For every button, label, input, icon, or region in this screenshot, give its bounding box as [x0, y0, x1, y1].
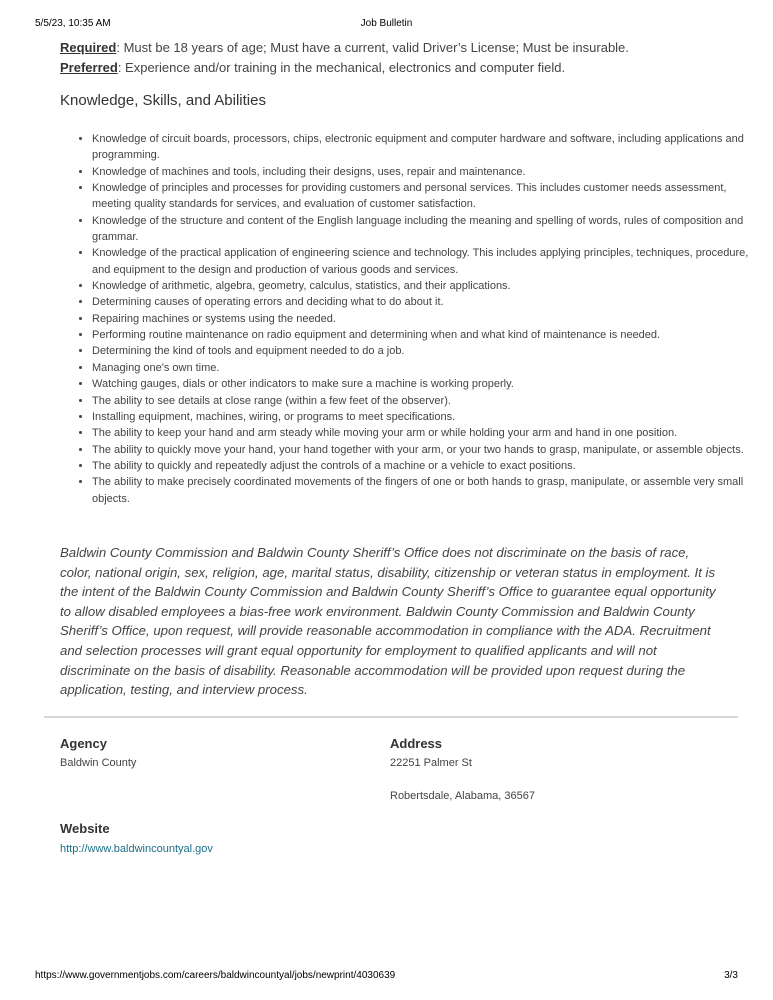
required-label: Required [60, 40, 117, 55]
list-item: • The ability to quickly and repeatedly adjust the controls of a machine or a vehicle to exact positions. [92, 458, 752, 474]
required-text: Must be 18 years of age; Must have a current, valid Driver’s License; Must be insurable. [119, 40, 629, 55]
website-link[interactable]: http://www.baldwincountyal.gov [60, 843, 213, 855]
list-item: • Determining the kind of tools and equipment needed to do a job. [92, 343, 752, 359]
preferred-label: Preferred [60, 60, 118, 75]
list-item: • The ability to quickly move your hand, your hand together with your arm, or your two hands to grasp, manipulate, or assemble objects. [92, 442, 752, 458]
section-divider [44, 716, 738, 718]
list-item: • Installing equipment, machines, wiring, or programs to meet specifications. [92, 409, 752, 425]
print-datetime: 5/5/23, 10:35 AM [35, 18, 111, 29]
preferred-line: Preferred: Experience and/or training in the mechanical, electronics and computer field. [60, 60, 566, 75]
ksa-heading: Knowledge, Skills, and Abilities [60, 92, 266, 109]
print-url: https://www.governmentjobs.com/careers/baldwincountyal/jobs/newprint/4030639 [35, 970, 396, 981]
list-item: • Performing routine maintenance on radio equipment and determining when and what kind of maintenance is needed. [92, 327, 752, 343]
address-line-1: 22251 Palmer St [390, 757, 472, 769]
website-label: Website [60, 821, 110, 836]
list-item: • Knowledge of the practical application of engineering science and technology. This includes applying principles, techniques, procedure, and equipment to the design and production of various goods and services. [92, 245, 752, 278]
required-line: Required: Must be 18 years of age; Must have a current, valid Driver’s License; Must be insurable. [60, 40, 629, 55]
agency-value: Baldwin County [60, 757, 137, 769]
list-item: • Knowledge of machines and tools, including their designs, uses, repair and maintenance. [92, 164, 752, 180]
list-item: • Watching gauges, dials or other indicators to make sure a machine is working properly. [92, 376, 752, 392]
list-item: • Knowledge of principles and processes for providing customers and personal services. This includes customer needs assessment, meeting quality standards for services, and evaluation of customer satisfaction. [92, 180, 752, 213]
list-item: • Repairing machines or systems using the needed. [92, 311, 752, 327]
list-item: • Managing one's own time. [92, 360, 752, 376]
page-number: 3/3 [724, 970, 738, 981]
address-line-2: Robertsdale, Alabama, 36567 [390, 790, 535, 802]
address-label: Address [390, 736, 443, 751]
list-item: • Knowledge of circuit boards, processors, chips, electronic equipment and computer hardware and software, including applications and programming. [92, 131, 752, 164]
list-item: • The ability to keep your hand and arm steady while moving your arm or while holding your arm and hand in one position. [92, 425, 752, 441]
list-item: • Knowledge of the structure and content of the English language including the meaning and spelling of words, rules of composition and grammar. [92, 213, 752, 246]
list-item: • Determining causes of operating errors and deciding what to do about it. [92, 294, 752, 310]
print-title: Job Bulletin [360, 18, 413, 29]
preferred-text: Experience and/or training in the mechanical, electronics and computer field. [121, 60, 566, 75]
requirements-section [60, 38, 733, 78]
eeo-statement: Baldwin County Commission and Baldwin County Sheriff’s Office does not discriminate on the basis of race, color, national origin, sex, religion, age, marital status, disability, citizenship or veteran status in employment. It is the intent of the Baldwin County Commission and Baldwin County Sheriff’s Office to guarantee equal opportunity to allow disabled employees a bias-free work environment. Baldwin County Commission and Baldwin County Sheriff’s Office, upon request, will provide reasonable accommodation in compliance with the ADA. Recruitment and selection processes will grant equal opportunity for employment to qualified applicants and will not discriminate on the basis of disability. Reasonable accommodation will be provided upon request during the application, testing, and interview process. [60, 545, 716, 698]
agency-label: Agency [60, 736, 107, 751]
list-item: • The ability to make precisely coordinated movements of the fingers of one or both hands to grasp, manipulate, or assemble very small objects. [92, 474, 752, 507]
list-item: • The ability to see details at close range (within a few feet of the observer). [92, 393, 752, 409]
ksa-list [60, 131, 752, 507]
list-item: • Knowledge of arithmetic, algebra, geometry, calculus, statistics, and their applications. [92, 278, 752, 294]
